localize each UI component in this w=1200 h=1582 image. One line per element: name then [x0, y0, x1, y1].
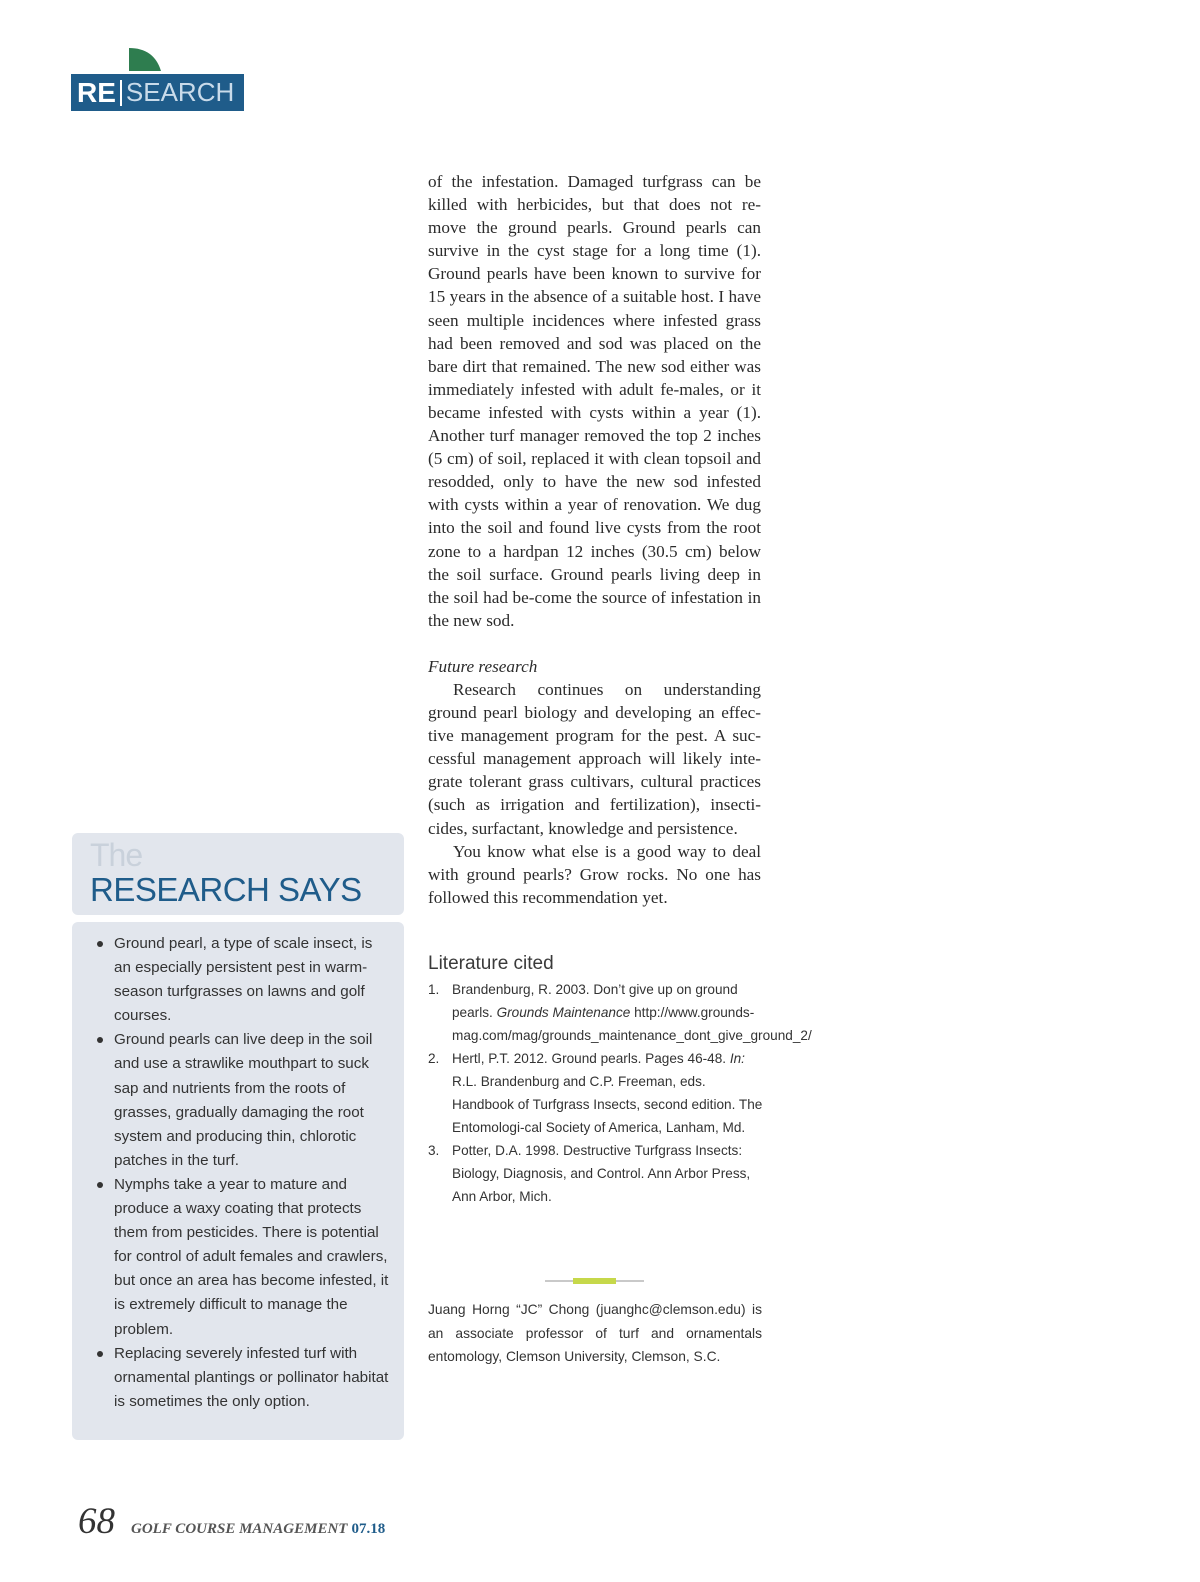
sidebar-bullet: Replacing severely infested turf with ornamental plantings or pollinator habitat is sometimes the only option. — [92, 1342, 392, 1414]
magazine-issue: 07.18 — [351, 1521, 386, 1537]
article-paragraph: Research continues on understanding ground pearl biology and developing an effec-tive management program for the pest. A suc-cessful management approach will likely inte-grate tolerant grass cultivars, cultural practices (such as irrigation and fertilization), insecti-cides, surfactant, knowledge and persistence. — [428, 679, 761, 838]
article-paragraph: You know what else is a good way to deal with ground pearls? Grow rocks. No one has followed this recommendation yet. — [428, 841, 761, 907]
sidebar-bullet: Nymphs take a year to mature and produce a waxy coating that protects them from pesticides. There is potential for control of adult females and crawlers, but once an area has become infested, it is extremely difficult to manage the problem. — [92, 1173, 392, 1342]
bullet-icon — [97, 1351, 103, 1357]
page-footer — [78, 1500, 385, 1543]
logo-flag-icon — [128, 47, 162, 71]
logo-search-text: SEARCH — [125, 77, 235, 107]
literature-item: 2. Hertl, P.T. 2012. Ground pearls. Pages 46-48. In: R.L. Brandenburg and C.P. Freeman, eds. Handbook of Turfgrass Insects, second edition. The Entomologi-cal Society of America, Lanham, Md. — [428, 1051, 763, 1135]
logo-re-text: RE — [77, 76, 116, 108]
literature-item: 1. Brandenburg, R. 2003. Don’t give up on ground pearls. Grounds Maintenance http://www.grounds-mag.com/mag/grounds_maintenance_dont_give_ground_2/ — [428, 982, 812, 1043]
bullet-icon — [97, 1182, 103, 1188]
sidebar-bullet-list — [92, 932, 392, 1414]
logo-divider — [120, 80, 122, 106]
page-number: 68 — [78, 1501, 115, 1542]
literature-heading: Literature cited — [428, 953, 554, 974]
bullet-icon — [97, 941, 103, 947]
section-divider-accent — [573, 1278, 616, 1284]
bullet-icon — [97, 1037, 103, 1043]
section-logo — [71, 74, 244, 111]
literature-item: 3. Potter, D.A. 1998. Destructive Turfgrass Insects: Biology, Diagnosis, and Control. Ann Arbor Press, Ann Arbor, Mich. — [428, 1143, 751, 1204]
article-body — [428, 170, 761, 909]
sidebar-bullet: Ground pearls can live deep in the soil and use a strawlike mouthpart to suck sap and nutrients from the roots of grasses, gradually damaging the root system and producing thin, chlorotic patches in the turf. — [92, 1028, 392, 1173]
magazine-name: GOLF COURSE MANAGEMENT — [131, 1521, 348, 1537]
section-subheading: Future research — [428, 656, 538, 676]
sidebar-bullet: Ground pearl, a type of scale insect, is an especially persistent pest in warm-season turfgrasses on lawns and golf courses. — [92, 932, 392, 1028]
literature-list — [428, 978, 812, 1208]
article-paragraph: of the infestation. Damaged turfgrass can be killed with herbicides, but that does not re-move the ground pearls. Ground pearls can survive in the cyst stage for a long time (1). Ground pearls have been known to survive for 15 years in the absence of a suitable host. I have seen multiple incidences where infested grass had been removed and sod was placed on the bare dirt that remained. The new sod either was immediately infested with adult fe-males, or it became infested with cysts within a year (1). Another turf manager removed the top 2 inches (5 cm) of soil, replaced it with clean topsoil and resodded, only to have the new sod infested with cysts within a year of renovation. We dug into the soil and found live cysts from the root zone to a hardpan 12 inches (30.5 cm) below the soil surface. Ground pearls living deep in the soil had be-come the source of infestation in the new sod. — [428, 172, 761, 630]
sidebar-title-box — [72, 833, 404, 915]
sidebar-title-the: The — [90, 837, 143, 873]
author-bio: Juang Horng “JC” Chong (juanghc@clemson.edu) is an associate professor of turf and ornamentals entomology, Clemson University, Clemson, S.C. — [428, 1302, 762, 1364]
sidebar-title: RESEARCH SAYS — [90, 871, 362, 908]
